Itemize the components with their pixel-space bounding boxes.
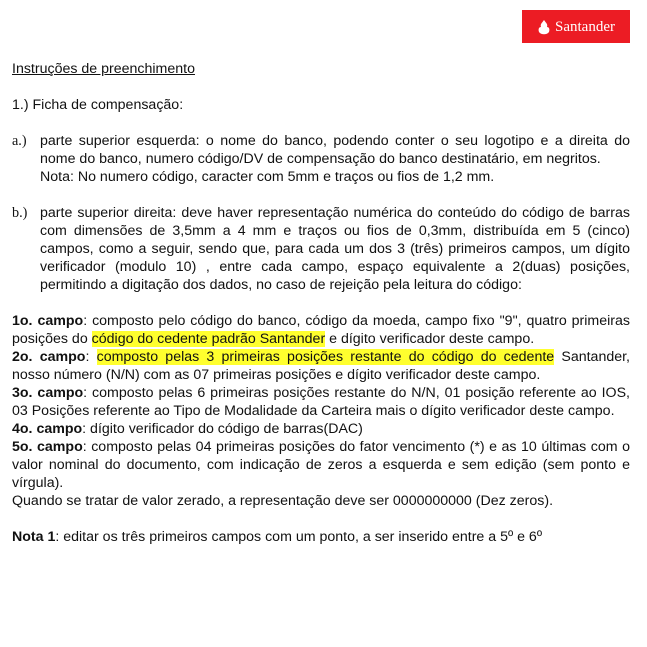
campo-text: : composto pelas 04 primeiras posições do fator vencimento (*) e as 10 últimas com o valor nominal do documento, com indicação de zeros a esquerda e sem edição (sem ponto e vírgula). [12, 439, 630, 491]
list-marker: b.) [12, 205, 28, 221]
campo-1 [12, 312, 630, 348]
campo-text-end: e dígito verificador deste campo. [325, 331, 535, 347]
list-item-b [12, 204, 630, 294]
santander-logo [522, 10, 630, 43]
campo-highlight: composto pelas 3 primeiras posições restante do código do cedente [96, 349, 555, 365]
list-marker: a.) [12, 133, 27, 149]
campo-text-end: Santander, nosso número (N/N) com as 07 primeiras posições e dígito verificador deste campo. [12, 349, 631, 383]
campo-label: 5o. campo [12, 439, 83, 455]
campo-label: 3o. campo [12, 385, 84, 401]
nota-text: : editar os três primeiros campos com um ponto, a ser inserido entre a 5º e 6º [55, 529, 543, 545]
flame-icon [537, 19, 551, 35]
campo-label: 1o. campo [12, 313, 84, 329]
page-title: Instruções de preenchimento [12, 61, 195, 77]
campo-text: : composto pelo código do banco, código da moeda, campo fixo "9", quatro primeiras posições do [12, 313, 631, 347]
campo-2 [12, 348, 630, 384]
item-text: parte superior direita: deve haver representação numérica do conteúdo do código de barras com dimensões de 3,5mm a 4 mm e traços ou fios de 0,3mm, distribuída em 5 (cinco) campos, como a seguir, sendo que, para cada um dos 3 (três) primeiros campos, um dígito verificador (modulo 10) , entre cada campo, espaço equivalente a 2(duas) posições, permitindo a digitação dos dados, no caso de rejeição pela leitura do código: [40, 205, 630, 293]
campo-text: : [85, 349, 97, 365]
campo-5 [12, 438, 630, 492]
campos-list [12, 312, 630, 510]
campo-4 [12, 420, 630, 438]
campo-label: 4o. campo [12, 421, 83, 437]
nota-label: Nota 1 [12, 529, 56, 545]
document-body [12, 60, 630, 560]
campo-label: 2o. campo [12, 349, 86, 365]
campo-text: : composto pelas 6 primeiras posições restante do N/N, 01 posição referente ao IOS, 03 Posições referente ao Tipo de Modalidade da Carteira mais o dígito verificador deste campo. [12, 385, 630, 419]
zero-value-note: Quando se tratar de valor zerado, a representação deve ser 0000000000 (Dez zeros). [12, 493, 554, 509]
campo-highlight: código do cedente padrão Santander [91, 331, 326, 347]
nota-1 [12, 528, 630, 546]
item-text: parte superior esquerda: o nome do banco, podendo conter o seu logotipo e a direita do nome do banco, numero código/DV de compensação do banco destinatário, em negritos. [40, 133, 630, 167]
item-note: Nota: No numero código, caracter com 5mm e traços ou fios de 1,2 mm. [40, 169, 495, 185]
section-title: 1.) Ficha de compensação: [12, 97, 184, 113]
campo-3 [12, 384, 630, 420]
list-item-a [12, 132, 630, 186]
logo-text: Santander [555, 18, 615, 35]
campo-text: : dígito verificador do código de barras(DAC) [82, 421, 363, 437]
